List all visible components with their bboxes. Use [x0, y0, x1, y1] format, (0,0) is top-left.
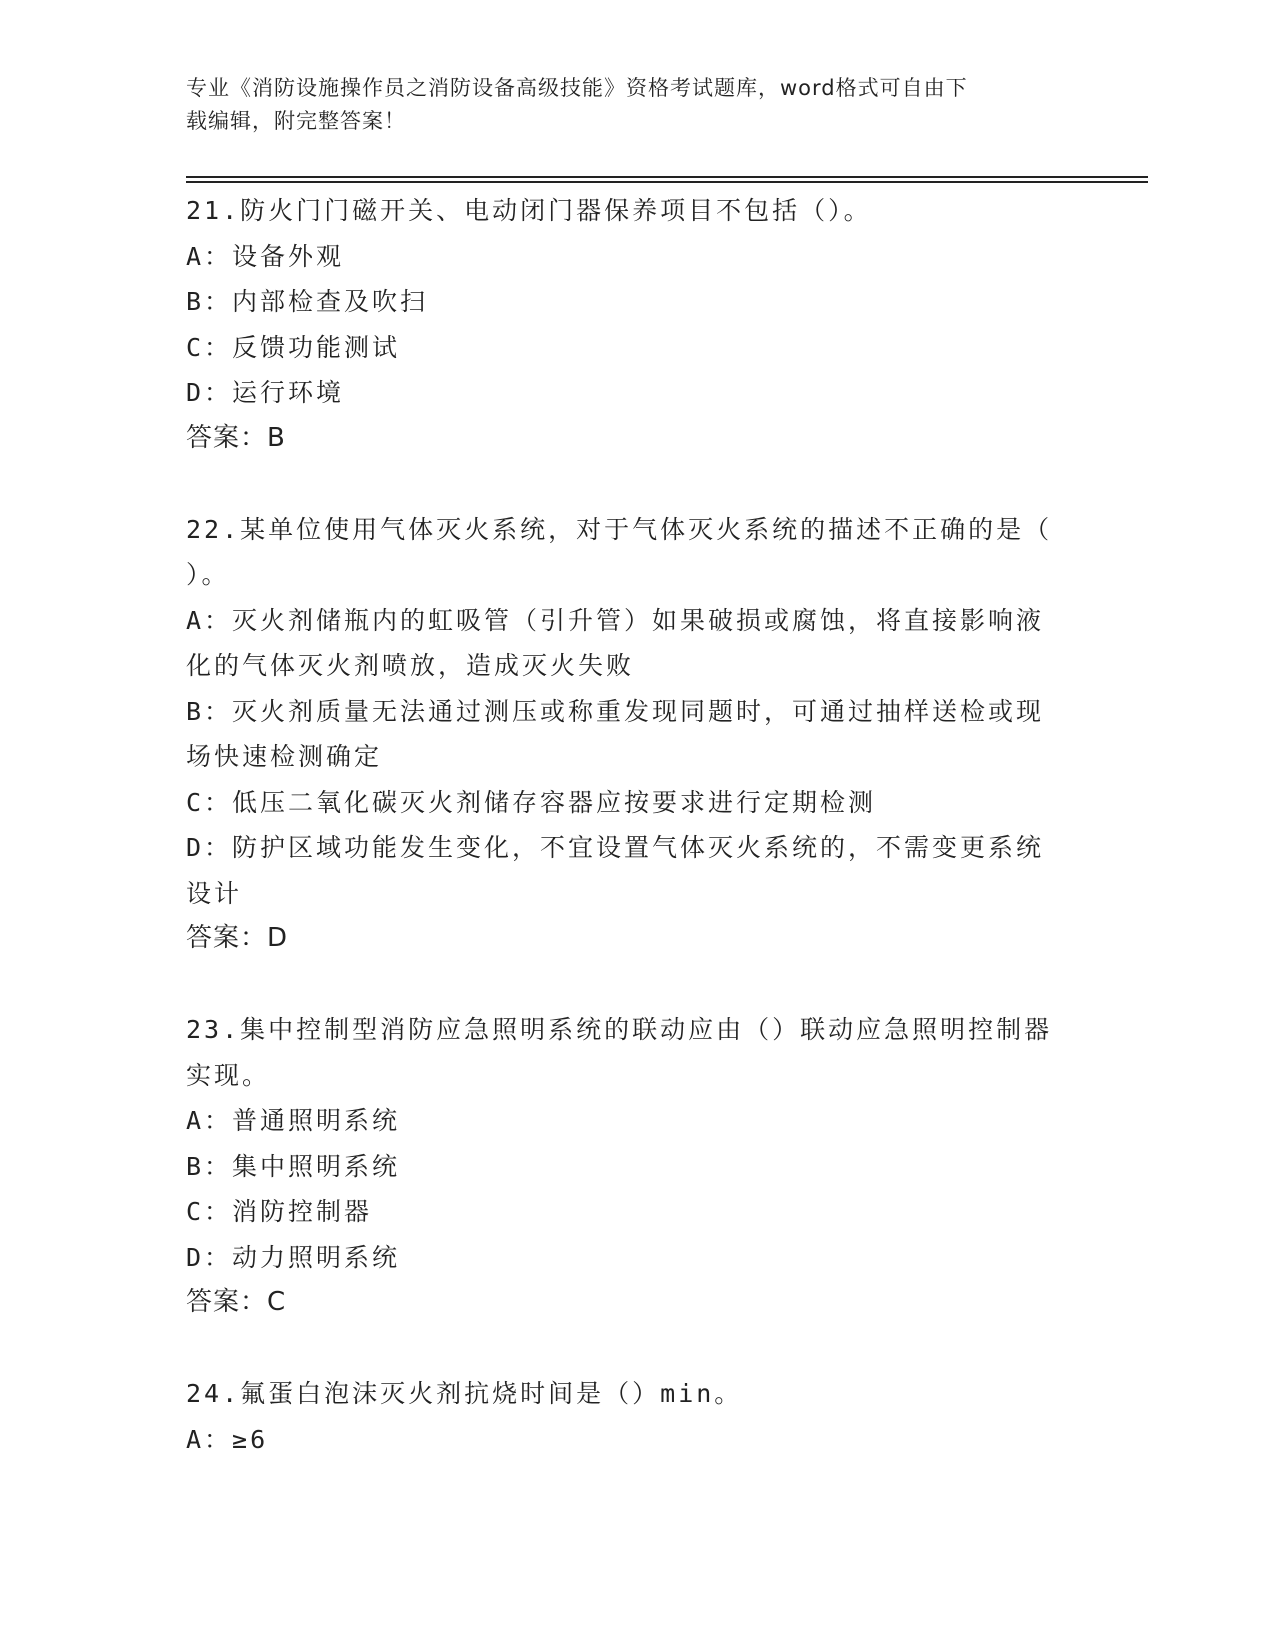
option-a: A：≥6: [186, 1424, 269, 1454]
option-a: A：普通照明系统: [186, 1106, 401, 1135]
option-a: A：设备外观: [186, 241, 345, 271]
question-list: [186, 188, 1076, 1462]
option-d: D：动力照明系统: [186, 1242, 401, 1272]
option-d-cont: 设计: [186, 878, 243, 908]
question-spacer: [186, 1326, 1076, 1372]
option-c: C：低压二氧化碳灭火剂储存容器应按要求进行定期检测: [186, 787, 877, 817]
option-a-cont: 化的气体灭火剂喷放，造成灭火失败: [186, 651, 635, 680]
question-21: [186, 188, 1076, 461]
question-stem: 22.某单位使用气体灭火系统，对于气体灭火系统的描述不正确的是（: [186, 514, 1053, 544]
header-line-1: 专业《消防设施操作员之消防设备高级技能》资格考试题库，word格式可自由下: [186, 76, 968, 100]
answer-label: 答案：D: [186, 923, 289, 953]
option-d: D：运行环境: [186, 378, 345, 407]
header-divider-top: [186, 176, 1148, 178]
question-22: [186, 507, 1076, 962]
question-stem-cont: 实现。: [186, 1060, 271, 1090]
header-divider-bottom: [186, 181, 1148, 183]
question-23: [186, 1007, 1076, 1326]
question-spacer: [186, 461, 1076, 507]
option-c: C：消防控制器: [186, 1197, 373, 1226]
answer-label: 答案：B: [186, 422, 286, 453]
option-b: B：灭火剂质量无法通过测压或称重发现同题时，可通过抽样送检或现: [186, 696, 1045, 726]
option-b: B：集中照明系统: [186, 1151, 401, 1181]
answer-label: 答案：C: [186, 1287, 287, 1317]
question-spacer: [186, 962, 1076, 1008]
option-c: C：反馈功能测试: [186, 332, 401, 362]
question-stem: 23.集中控制型消防应急照明系统的联动应由（）联动应急照明控制器: [186, 1015, 1053, 1044]
question-24: [186, 1371, 1076, 1462]
option-b: B：内部检查及吹扫: [186, 287, 429, 316]
option-b-cont: 场快速检测确定: [186, 742, 383, 771]
question-stem-cont: ）。: [186, 560, 230, 589]
question-stem: 21.防火门门磁开关、电动闭门器保养项目不包括（）。: [186, 196, 872, 225]
option-d: D：防护区域功能发生变化，不宜设置气体灭火系统的，不需变更系统: [186, 833, 1045, 862]
document-header: [186, 72, 1066, 138]
header-line-2: 载编辑，附完整答案！: [186, 109, 406, 133]
option-a: A：灭火剂储瓶内的虹吸管（引升管）如果破损或腐蚀，将直接影响液: [186, 605, 1045, 635]
question-stem: 24.氟蛋白泡沫灭火剂抗烧时间是（）min。: [186, 1379, 743, 1408]
